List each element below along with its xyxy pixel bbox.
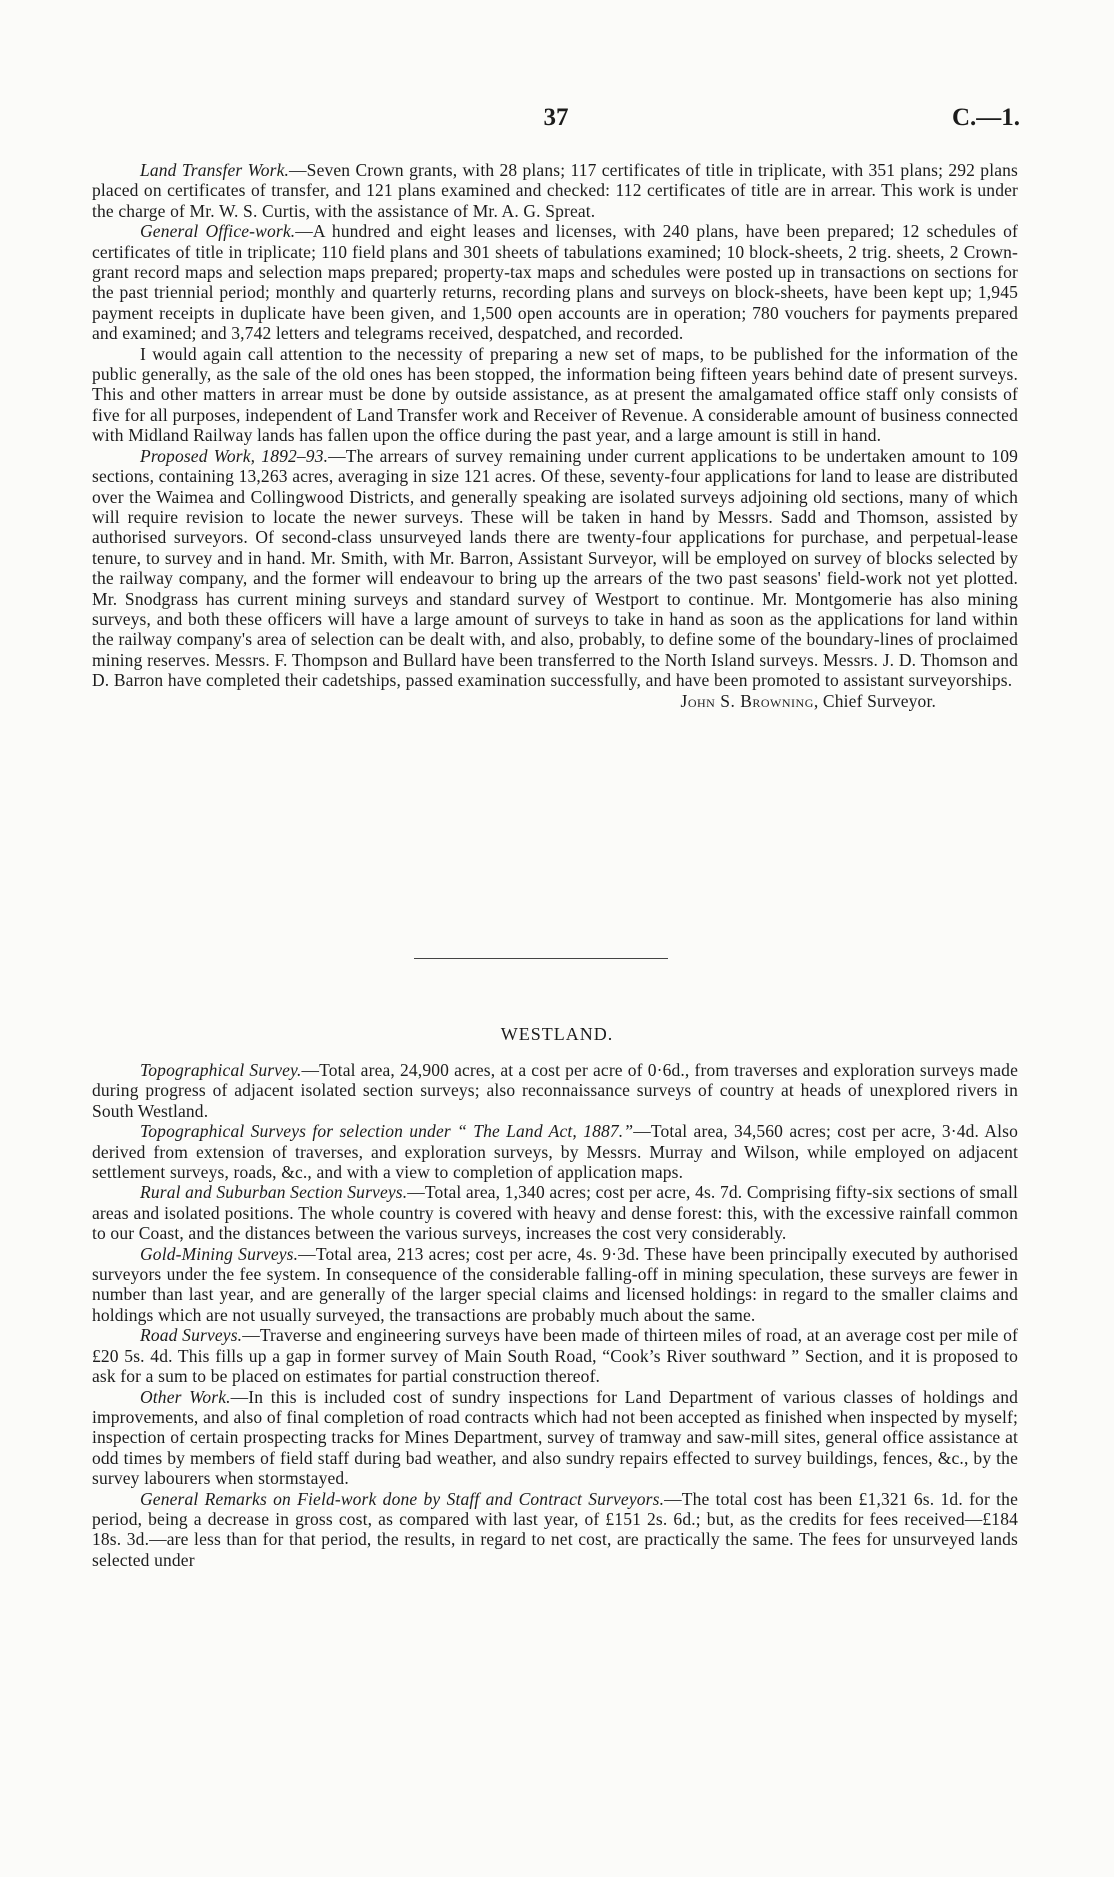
paragraph-title: Land Transfer Work.: [140, 160, 290, 180]
paragraph-body: —Seven Crown grants, with 28 plans; 117 certificates of title in triplicate, with 351 plans; 292 plans placed on certificates of transfer, and 121 plans examined and checked: 112 certificates of title are in arrear. This work is under the charge of Mr. W. S. Curtis, with the assistance of Mr. A. G. Spreat.: [92, 160, 1018, 221]
paragraph-body: —The arrears of survey remaining under current applications to be undertaken amount to 109 sections, containing 13,263 acres, averaging in size 121 acres. Of these, seventy-four applications for land to lease are distributed over the Waimea and Collingwood Districts, and generally speaking are isolated surveys adjoining old sections, many of which will require revision to locate the newer surveys. These will be taken in hand by Messrs. Sadd and Thomson, assisted by authorised surveyors. Of second-class unsurveyed lands there are twenty-four applications for purchase, and perpetual-lease tenure, to survey and in hand. Mr. Smith, with Mr. Barron, Assistant Surveyor, will be employed on survey of blocks selected by the railway company, and the former will endeavour to bring up the arrears of the two past seasons' field-work not yet plotted. Mr. Snodgrass has current mining surveys and standard survey of Westport to continue. Mr. Montgomerie has also mining surveys, and both these officers will have a large amount of surveys to take in hand as soon as the applications for land within the railway company's area of selection can be dealt with, and also, probably, to define some of the boundary-lines of proclaimed mining reserves. Messrs. F. Thompson and Bullard have been transferred to the North Island surveys. Messrs. J. D. Thomson and D. Barron have completed their cadetships, passed examination successfully, and have been promoted to assistant surveyorships.: [92, 445, 1018, 691]
signature-name: John S. Browning: [680, 690, 814, 711]
westland-report-section: [92, 1060, 1018, 1570]
page-header: [92, 104, 1020, 144]
paragraph-body: —In this is included cost of sundry inspections for Land Department of various classes of holdings and improvements, and also of final completion of road contracts which had not been accepted as finished when inspected by myself; inspection of certain prospecting tracks for Mines Department, survey of tramway and saw-mill sites, general office assistance at odd times by members of field staff during bad weather, and also sundry repairs effected to survey buildings, fences, &c., by the survey labourers when stormstayed.: [92, 1386, 1018, 1489]
paragraph-rural-suburban-surveys: [92, 1182, 1018, 1243]
signature: [92, 691, 1018, 712]
paragraph-title: General Remarks on Field-work done by Staff and Contract Surveyors.: [140, 1488, 665, 1509]
paragraph-title: Road Surveys.: [140, 1325, 243, 1346]
paragraph-body: —Total area, 213 acres; cost per acre, 4s. 9·3d. These have been principally executed by authorised surveyors under the fee system. In consequence of the considerable falling-off in mining speculation, these surveys are fewer in number than last year, and are generally of the larger special claims and licensed holdings: in regard to the smaller claims and holdings which are not usually surveyed, the transactions are probably much about the same.: [92, 1243, 1018, 1325]
paragraph-body: —Traverse and engineering surveys have been made of thirteen miles of road, at an average cost per mile of £20 5s. 4d. This fills up a gap in former survey of Main South Road, “Cook’s River southward ” Section, and it is proposed to ask for a sum to be placed on estimates for partial construction thereof.: [92, 1325, 1019, 1387]
paragraph-title: Rural and Suburban Section Surveys.: [140, 1182, 408, 1203]
paragraph-title: Proposed Work, 1892–93.: [140, 445, 329, 466]
paragraph-title: General Office-work.: [140, 221, 296, 242]
signature-title: , Chief Surveyor.: [813, 690, 936, 711]
paragraph-topographical-survey: [92, 1060, 1018, 1121]
paragraph-topographical-surveys-selection: [92, 1121, 1018, 1182]
paragraph-body: —The total cost has been £1,321 6s. 1d. for the period, being a decrease in gross cost, as compared with last year, of £151 2s. 6d.; but, as the credits for fees received—£184 18s. 3d.—are less than for that period, the results, in regard to net cost, are practically the same. The fees for unsurveyed lands selected under: [92, 1488, 1018, 1570]
paragraph-body: —Total area, 34,560 acres; cost per acre, 3·4d. Also derived from extension of traverses, and exploration surveys, by Messrs. Murray and Wilson, while employed on adjacent settlement surveys, roads, &c., and with a view to completion of application maps.: [92, 1121, 1018, 1183]
westland-heading: WESTLAND.: [500, 1024, 614, 1044]
paragraph-title: Other Work.: [140, 1386, 231, 1407]
paragraph-general-remarks: [92, 1489, 1018, 1571]
section-divider: [414, 958, 668, 959]
nelson-report-section: [92, 160, 1018, 712]
paragraph-proposed-work: [92, 446, 1018, 691]
document-reference: C.—1.: [951, 104, 1020, 131]
paragraph-gold-mining-surveys: [92, 1244, 1018, 1326]
paragraph-body: —A hundred and eight leases and licenses, with 240 plans, have been prepared; 12 schedules of certificates of title in triplicate; 110 field plans and 301 sheets of tabulations examined; 10 block-sheets, 2 trig. sheets, 2 Crown-grant record maps and selection maps prepared; property-tax maps and schedules were posted up in transactions on sections for the past triennial period; monthly and quarterly returns, recording plans and surveys on block-sheets, have been kept up; 1,945 payment receipts in duplicate have been given, and 1,500 open accounts are in operation; 780 vouchers for payments prepared and examined; and 3,742 letters and telegrams received, despatched, and recorded.: [92, 221, 1018, 344]
paragraph-general-office-work: [92, 221, 1018, 343]
paragraph-new-maps: [92, 344, 1018, 446]
paragraph-other-work: [92, 1387, 1018, 1489]
page-number: 37: [543, 104, 569, 131]
paragraph-land-transfer-work: [92, 160, 1018, 221]
paragraph-title: Topographical Surveys for selection under “ The Land Act, 1887.”: [140, 1121, 634, 1142]
paragraph-body: —Total area, 24,900 acres, at a cost per acre of 0·6d., from traverses and exploration surveys made during progress of adjacent isolated section surveys; also reconnaissance surveys of country at heads of unexplored rivers in South Westland.: [92, 1060, 1018, 1121]
paragraph-road-surveys: [92, 1325, 1018, 1386]
paragraph-title: Gold-Mining Surveys.: [140, 1243, 299, 1264]
paragraph-body: I would again call attention to the necessity of preparing a new set of maps, to be published for the information of the public generally, as the sale of the old ones has been stopped, the information being fifteen years behind date of present surveys. This and other matters in arrear must be done by outside assistance, as at present the amalgamated office staff only consists of five for all purposes, independent of Land Transfer work and Receiver of Revenue. A considerable amount of business connected with Midland Railway lands has fallen upon the office during the past year, and a large amount is still in hand.: [92, 343, 1018, 446]
paragraph-body: —Total area, 1,340 acres; cost per acre, 4s. 7d. Comprising fifty-six sections of small areas and isolated positions. The whole country is covered with heavy and dense forest: this, with the excessive rainfall common to our Coast, and the distances between the various surveys, increases the cost very considerably.: [92, 1182, 1018, 1244]
paragraph-title: Topographical Survey.: [140, 1060, 302, 1080]
